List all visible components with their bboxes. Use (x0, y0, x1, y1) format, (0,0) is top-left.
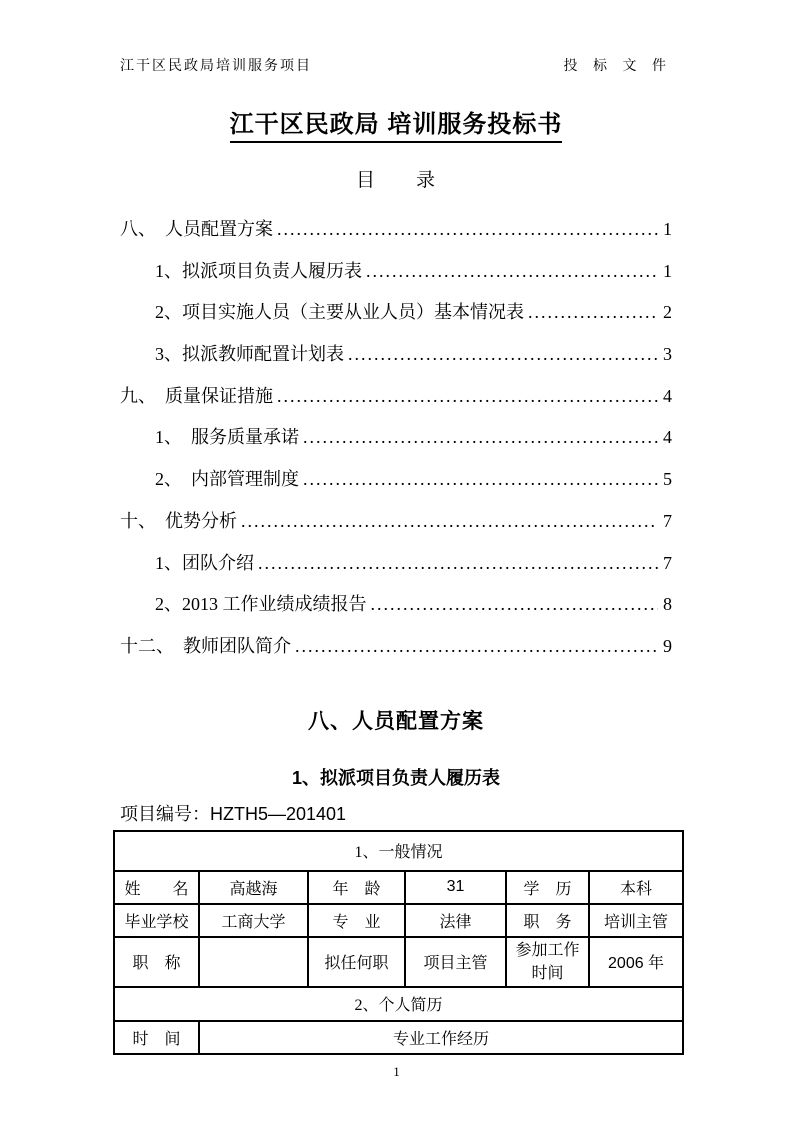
toc-dot-leader (371, 584, 659, 626)
table-row-general-title (114, 831, 683, 871)
table-row (114, 937, 683, 987)
jobtitle-label: 职 称 (114, 937, 199, 987)
major-label: 专 业 (308, 904, 405, 937)
major-value: 法律 (405, 904, 506, 937)
toc-entry-label: 十、 优势分析 (120, 510, 237, 531)
toc-entry (120, 417, 672, 459)
toc-entry-page: 9 (663, 635, 672, 656)
toc-entry-label: 3、拟派教师配置计划表 (155, 344, 344, 365)
toc-dot-leader (277, 376, 658, 418)
education-value: 本科 (589, 871, 683, 904)
subsection-heading: 1、拟派项目负责人履历表 (291, 767, 500, 788)
toc-dot-leader (528, 292, 658, 334)
project-number-label: 项目编号： (120, 803, 210, 824)
toc-entry-label: 1、 服务质量承诺 (155, 427, 299, 448)
position-value: 培训主管 (589, 904, 683, 937)
table-row (114, 871, 683, 904)
table-row-resume-title (114, 987, 683, 1021)
project-number-value: HZTH5—201401 (210, 803, 347, 824)
toc-entry-page: 4 (663, 385, 672, 406)
page-header (120, 58, 672, 76)
toc-entry-page: 7 (663, 510, 672, 531)
header-right-doc-type: 投 标 文 件 (563, 59, 672, 74)
jobtitle-value (199, 937, 308, 987)
age-label: 年 龄 (308, 871, 405, 904)
toc-entry (120, 626, 672, 668)
toc-entry (120, 334, 672, 376)
toc-entry-page: 1 (663, 219, 672, 239)
document-title-text: 江干区民政局 培训服务投标书 (230, 104, 563, 143)
document-title (120, 104, 672, 143)
experience-header: 专业工作经历 (199, 1021, 683, 1054)
toc-dot-leader (295, 626, 658, 668)
toc-entry-label: 八、 人员配置方案 (120, 219, 273, 239)
position-label: 职 务 (506, 904, 589, 937)
toc-dot-leader (366, 251, 658, 293)
section-heading: 八、人员配置方案 (308, 709, 484, 733)
footer-page-number: 1 (393, 1064, 400, 1079)
table-row (114, 1021, 683, 1054)
toc-entry (120, 459, 672, 501)
toc-entry (120, 209, 672, 251)
toc-entry-label: 2、项目实施人员（主要从业人员）基本情况表 (155, 302, 524, 323)
toc-entry (120, 584, 672, 626)
toc-entry-page: 5 (663, 469, 672, 490)
work-start-value: 2006 年 (589, 937, 683, 987)
toc-entry (120, 376, 672, 418)
toc-dot-leader (348, 334, 658, 376)
toc-entry-page: 2 (663, 302, 672, 323)
work-start-label-text: 参加工作时间 (515, 941, 580, 982)
toc-entry-label: 九、 质量保证措施 (120, 385, 273, 406)
toc-entry-page: 3 (663, 344, 672, 365)
work-start-label (506, 937, 589, 987)
toc-entry-label: 1、拟派项目负责人履历表 (155, 260, 362, 281)
toc-dot-leader (303, 417, 658, 459)
toc-entry-page: 8 (663, 594, 672, 615)
toc-entry (120, 251, 672, 293)
toc-entry-label: 十二、 教师团队简介 (120, 635, 291, 656)
toc-dot-leader (241, 501, 658, 543)
proposed-post-value: 项目主管 (405, 937, 506, 987)
toc-entry-page: 4 (663, 427, 672, 448)
toc-entry (120, 292, 672, 334)
education-label: 学 历 (506, 871, 589, 904)
name-label: 姓 名 (114, 871, 199, 904)
resume-table (113, 830, 684, 1055)
toc-entry-page: 1 (663, 260, 672, 281)
school-label: 毕业学校 (114, 904, 199, 937)
proposed-post-label: 拟任何职 (308, 937, 405, 987)
header-left-project-name: 江干区民政局培训服务项目 (120, 59, 312, 74)
general-section-title: 1、一般情况 (114, 831, 683, 871)
time-label: 时 间 (114, 1021, 199, 1054)
name-value: 高越海 (199, 871, 308, 904)
toc-entry-label: 1、团队介绍 (155, 552, 254, 573)
table-row (114, 904, 683, 937)
toc-entry-page: 7 (663, 552, 672, 573)
project-number-line (120, 803, 672, 825)
toc-dot-leader (258, 543, 658, 585)
toc-dot-leader (277, 209, 658, 251)
toc-entry-label: 2、2013 工作业绩成绩报告 (155, 594, 367, 615)
resume-section-title: 2、个人简历 (114, 987, 683, 1021)
age-value: 31 (405, 871, 506, 904)
toc-dot-leader (303, 459, 658, 501)
table-of-contents (120, 209, 672, 668)
toc-heading: 目 录 (355, 170, 436, 191)
toc-entry-label: 2、 内部管理制度 (155, 469, 299, 490)
toc-entry (120, 543, 672, 585)
toc-entry (120, 501, 672, 543)
school-value: 工商大学 (199, 904, 308, 937)
